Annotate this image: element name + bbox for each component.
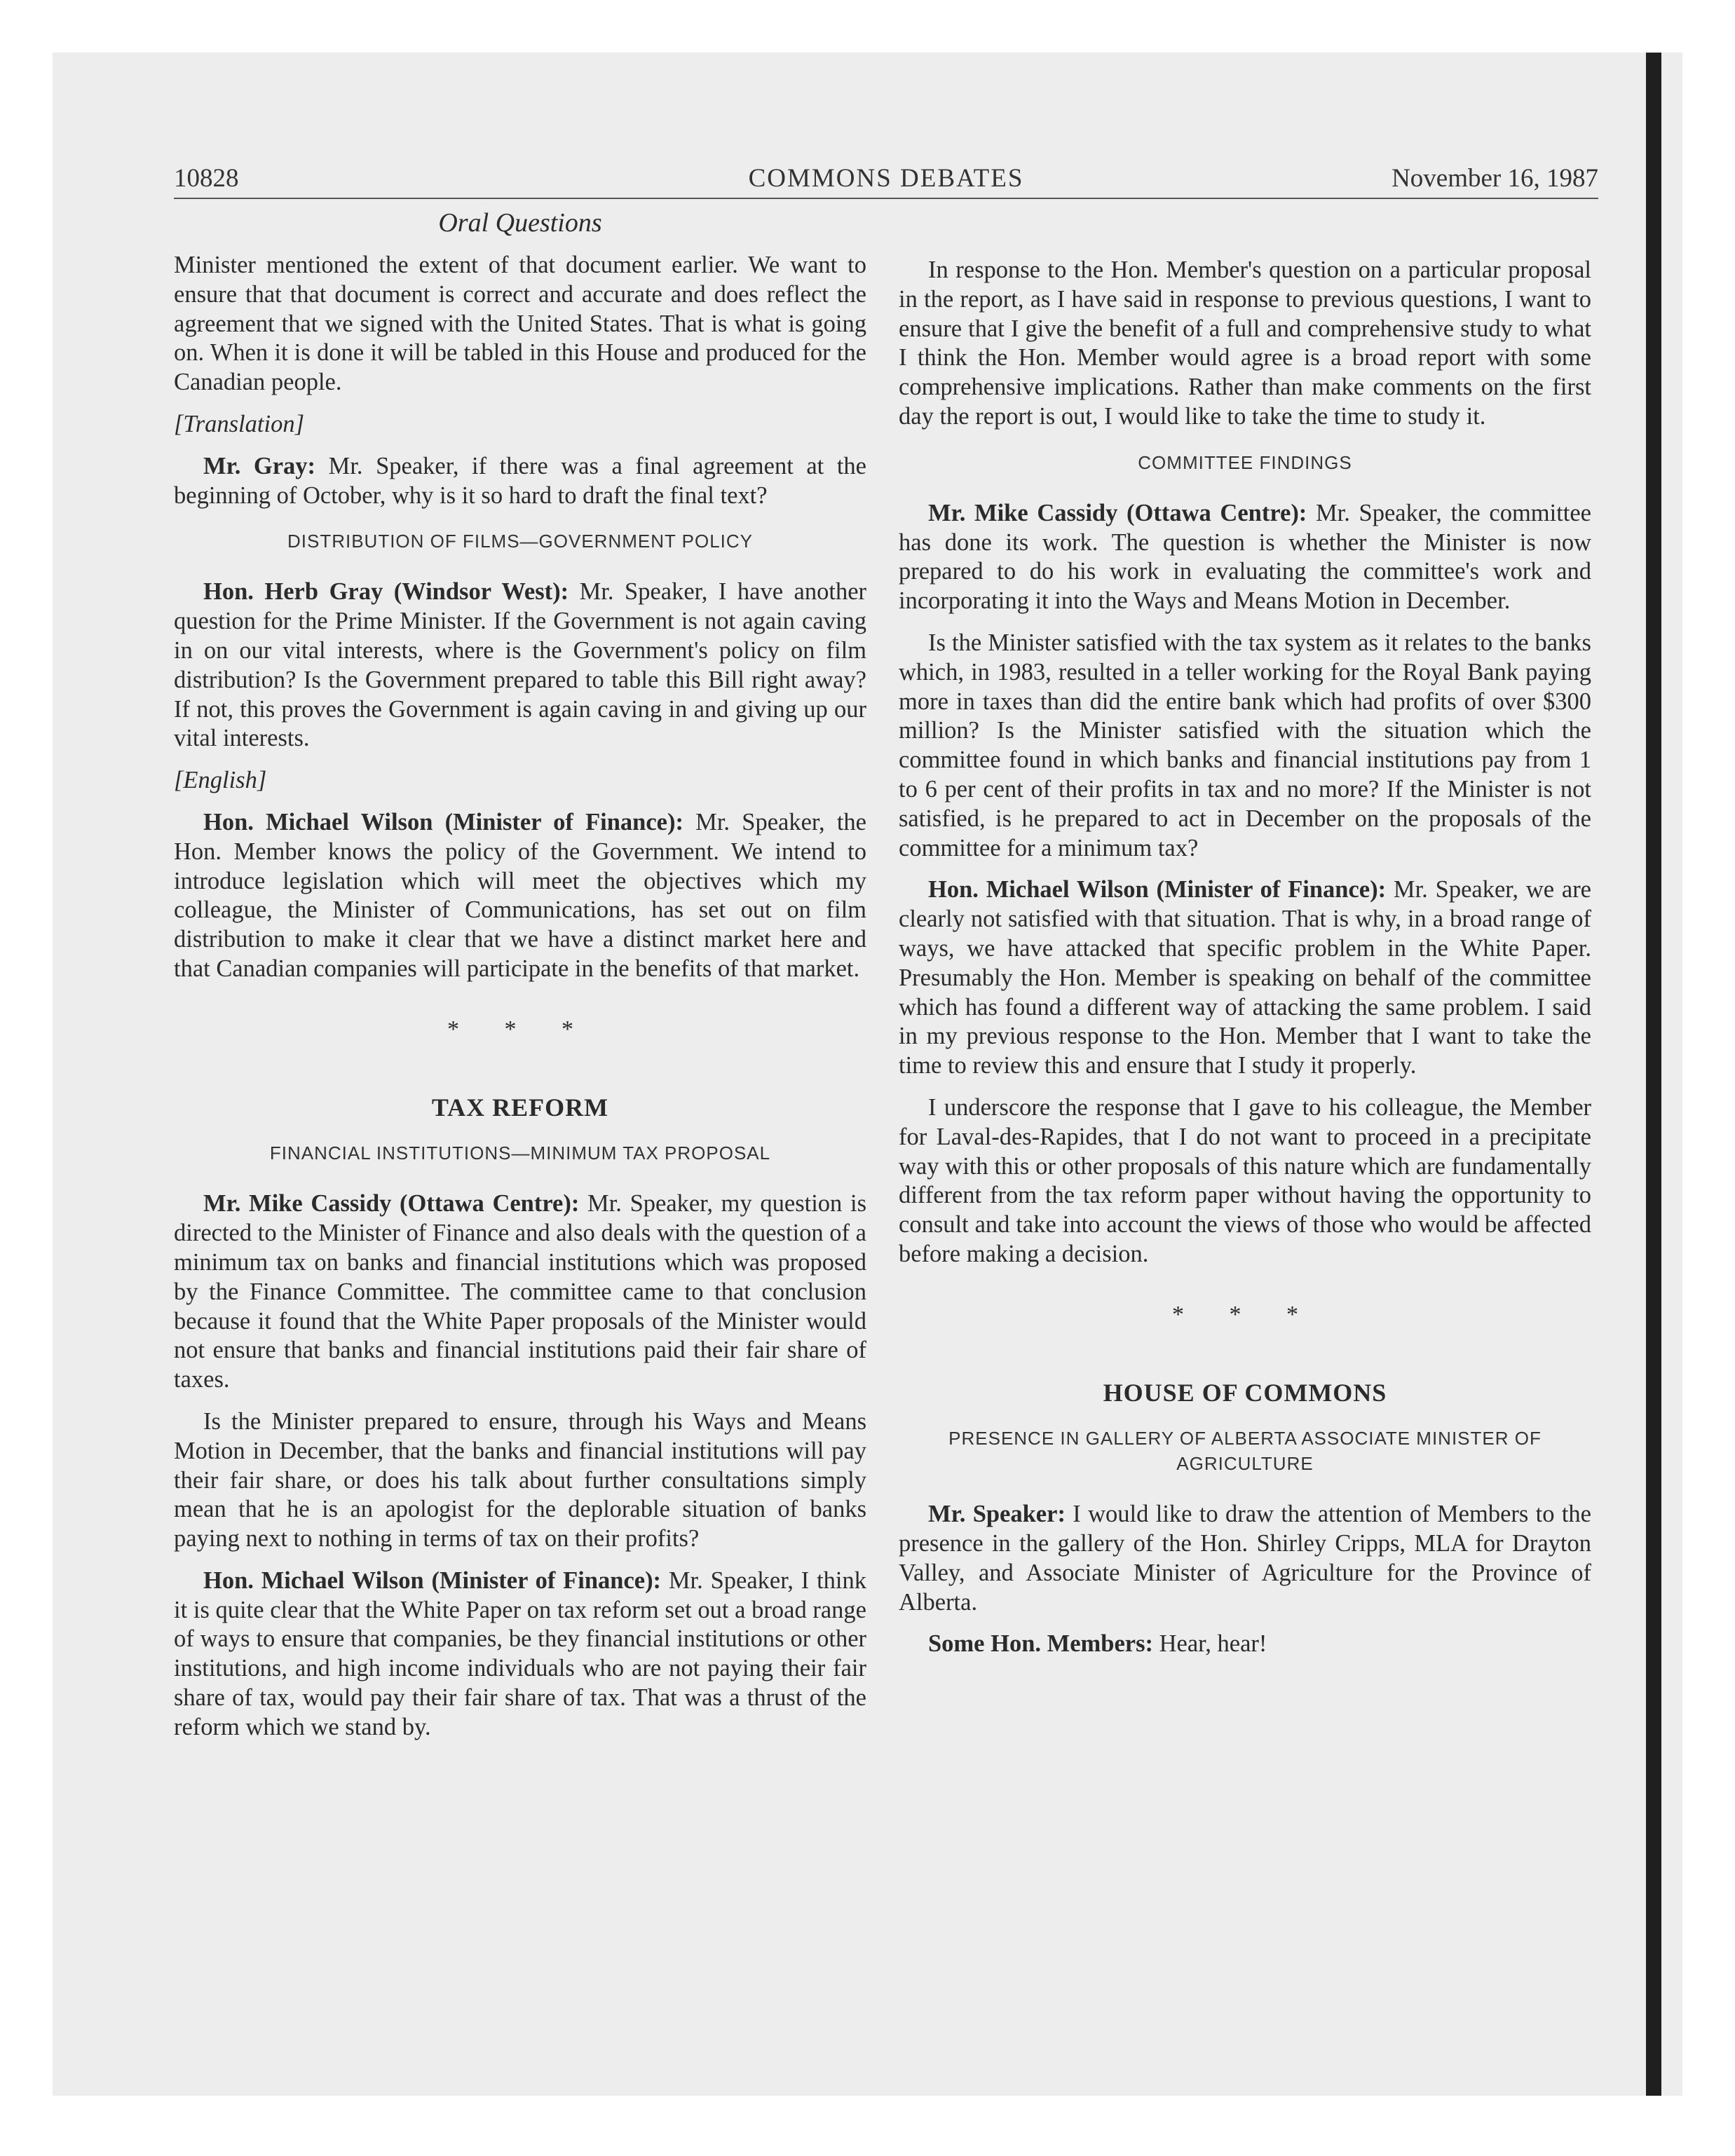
language-note: [English] bbox=[174, 767, 267, 794]
speaker-name: Hon. Michael Wilson (Minister of Finance): bbox=[203, 808, 683, 835]
header-rule bbox=[174, 198, 1598, 199]
language-note: [Translation] bbox=[174, 410, 304, 437]
speech bbox=[899, 1630, 1591, 1659]
publication-date: November 16, 1987 bbox=[1392, 164, 1598, 193]
speech bbox=[899, 499, 1591, 616]
speaker-name: Mr. Mike Cassidy (Ottawa Centre): bbox=[203, 1190, 580, 1217]
speech-text: Mr. Speaker, the Hon. Member knows the policy of the Government. We intend to introduce legislation which will meet the objectives which my colleague, the Minister of Communications, has set out on film distribution to make it clear that we have a distinct market here and that Canadian companies will participate in the benefits of that market. bbox=[174, 808, 866, 982]
speech bbox=[174, 1567, 866, 1742]
section-separator: * * * bbox=[1172, 1301, 1318, 1328]
speech bbox=[174, 808, 866, 984]
paragraph: Is the Minister satisfied with the tax system as it relates to the banks which, in 1983, resulted in a teller working for the Royal Bank paying more in taxes than did the entire bank which had profits of over $300 million? Is the Minister satisfied with the situation which the committee found in which banks and financial institutions pay from 1 to 6 per cent of their profits in tax and no more? If the Minister is not satisfied, is he prepared to act in December on the proposals of the committee for a minimum tax? bbox=[899, 629, 1591, 861]
speech-text: Mr. Speaker, if there was a final agreement at the beginning of October, why is it so hard to draft the final text? bbox=[174, 452, 866, 509]
speech-text: Mr. Speaker, I think it is quite clear that the White Paper on tax reform set out a broad range of ways to ensure that companies, be they financial institutions or other institutions, and high income individuals who are not paying their fair share of tax, would pay their fair share of tax. That was a thrust of the reform which we stand by. bbox=[174, 1567, 866, 1740]
paragraph: In response to the Hon. Member's question on a particular proposal in the report, as I have said in response to previous questions, I want to ensure that I give the benefit of a full and comprehensive study to what I think the Hon. Member would agree is a broad report with some comprehensive implications. Rather than make comments on the first day the report is out, I would like to take the time to study it. bbox=[899, 257, 1591, 430]
page-number: 10828 bbox=[174, 164, 239, 193]
subheading: COMMITTEE FINDINGS bbox=[1138, 451, 1352, 473]
speech bbox=[899, 875, 1591, 1081]
section-separator: * * * bbox=[447, 1016, 593, 1042]
paragraph: Is the Minister prepared to ensure, through his Ways and Means Motion in December, that the banks and financial institutions will pay their fair share, or does his talk about further consultations simply mean that he is an apologist for the deplorable situation of banks paying next to nothing in terms of tax on their profits? bbox=[174, 1407, 866, 1553]
running-head: Oral Questions bbox=[438, 208, 602, 238]
speech bbox=[174, 1189, 866, 1395]
right-column bbox=[899, 256, 1591, 1672]
speech-text: I would like to draw the attention of Members to the presence in the gallery of the Hon. Shirley Cripps, MLA for Drayton Valley, and Associate Minister of Agriculture for the Province of Alberta. bbox=[899, 1501, 1591, 1616]
speaker-name: Mr. Speaker: bbox=[928, 1501, 1066, 1528]
speech bbox=[899, 1500, 1591, 1617]
paragraph: I underscore the response that I gave to his colleague, the Member for Laval-des-Rapides, that I do not want to proceed in a precipitate way with this or other proposals of this nature which are fundamentally different from the tax reform paper without having the opportunity to consult and take into account the views of those who would be affected before making a decision. bbox=[899, 1093, 1591, 1267]
speaker-name: Mr. Gray: bbox=[203, 452, 316, 479]
speech-text: Mr. Speaker, my question is directed to the Minister of Finance and also deals with the question of a minimum tax on banks and financial institutions which was proposed by the Finance Committee. The committee came to that conclusion because it found that the White Paper proposals of the Minister would not ensure that banks and financial institutions paid their fair share of taxes. bbox=[174, 1190, 866, 1393]
speaker-name: Mr. Mike Cassidy (Ottawa Centre): bbox=[928, 499, 1307, 526]
speech-text: Mr. Speaker, the committee has done its work. The question is whether the Minister is now prepared to do his work in evaluating the committee's work and incorporating it into the Ways and Means Motion in December. bbox=[899, 499, 1591, 615]
speaker-name: Hon. Herb Gray (Windsor West): bbox=[203, 578, 569, 606]
subheading: PRESENCE IN GALLERY OF ALBERTA ASSOCIATE MINISTER OF AGRICULTURE bbox=[948, 1428, 1542, 1475]
section-heading: TAX REFORM bbox=[431, 1093, 609, 1121]
page-header bbox=[174, 158, 1598, 200]
speech-text: Mr. Speaker, I have another question for the Prime Minister. If the Government is not again caving in on our vital interests, where is the Government's policy on film distribution? Is the Government prepared to table this Bill right away? If not, this proves the Government is again caving in and giving up our vital interests. bbox=[174, 578, 867, 752]
speaker-name: Hon. Michael Wilson (Minister of Finance): bbox=[203, 1567, 662, 1594]
paragraph: Minister mentioned the extent of that document earlier. We want to ensure that that document is correct and accurate and does reflect the agreement that we signed with the United States. That is what is going on. When it is done it will be tabled in this House and produced for the Canadian people. bbox=[174, 252, 866, 396]
speech bbox=[174, 578, 866, 753]
speech-text: Mr. Speaker, we are clearly not satisfied with that situation. That is why, in a broad range of ways, we have attacked that specific problem in the White Paper. Presumably the Hon. Member is speaking on behalf of the committee which has found a different way of attacking the same problem. I said in my previous response to the Hon. Member that I want to take the time to review this and ensure that I study it properly. bbox=[899, 876, 1591, 1079]
left-column bbox=[174, 251, 866, 1755]
section-heading: HOUSE OF COMMONS bbox=[1103, 1378, 1387, 1407]
speaker-name: Some Hon. Members: bbox=[928, 1630, 1153, 1658]
publication-title: COMMONS DEBATES bbox=[748, 164, 1024, 193]
speaker-name: Hon. Michael Wilson (Minister of Finance): bbox=[928, 876, 1387, 903]
subheading: DISTRIBUTION OF FILMS—GOVERNMENT POLICY bbox=[287, 531, 754, 552]
speech bbox=[174, 452, 866, 511]
subheading: FINANCIAL INSTITUTIONS—MINIMUM TAX PROPOSAL bbox=[269, 1142, 771, 1164]
scan-edge-shadow bbox=[1646, 53, 1661, 2096]
speech-text: Hear, hear! bbox=[1152, 1630, 1267, 1658]
